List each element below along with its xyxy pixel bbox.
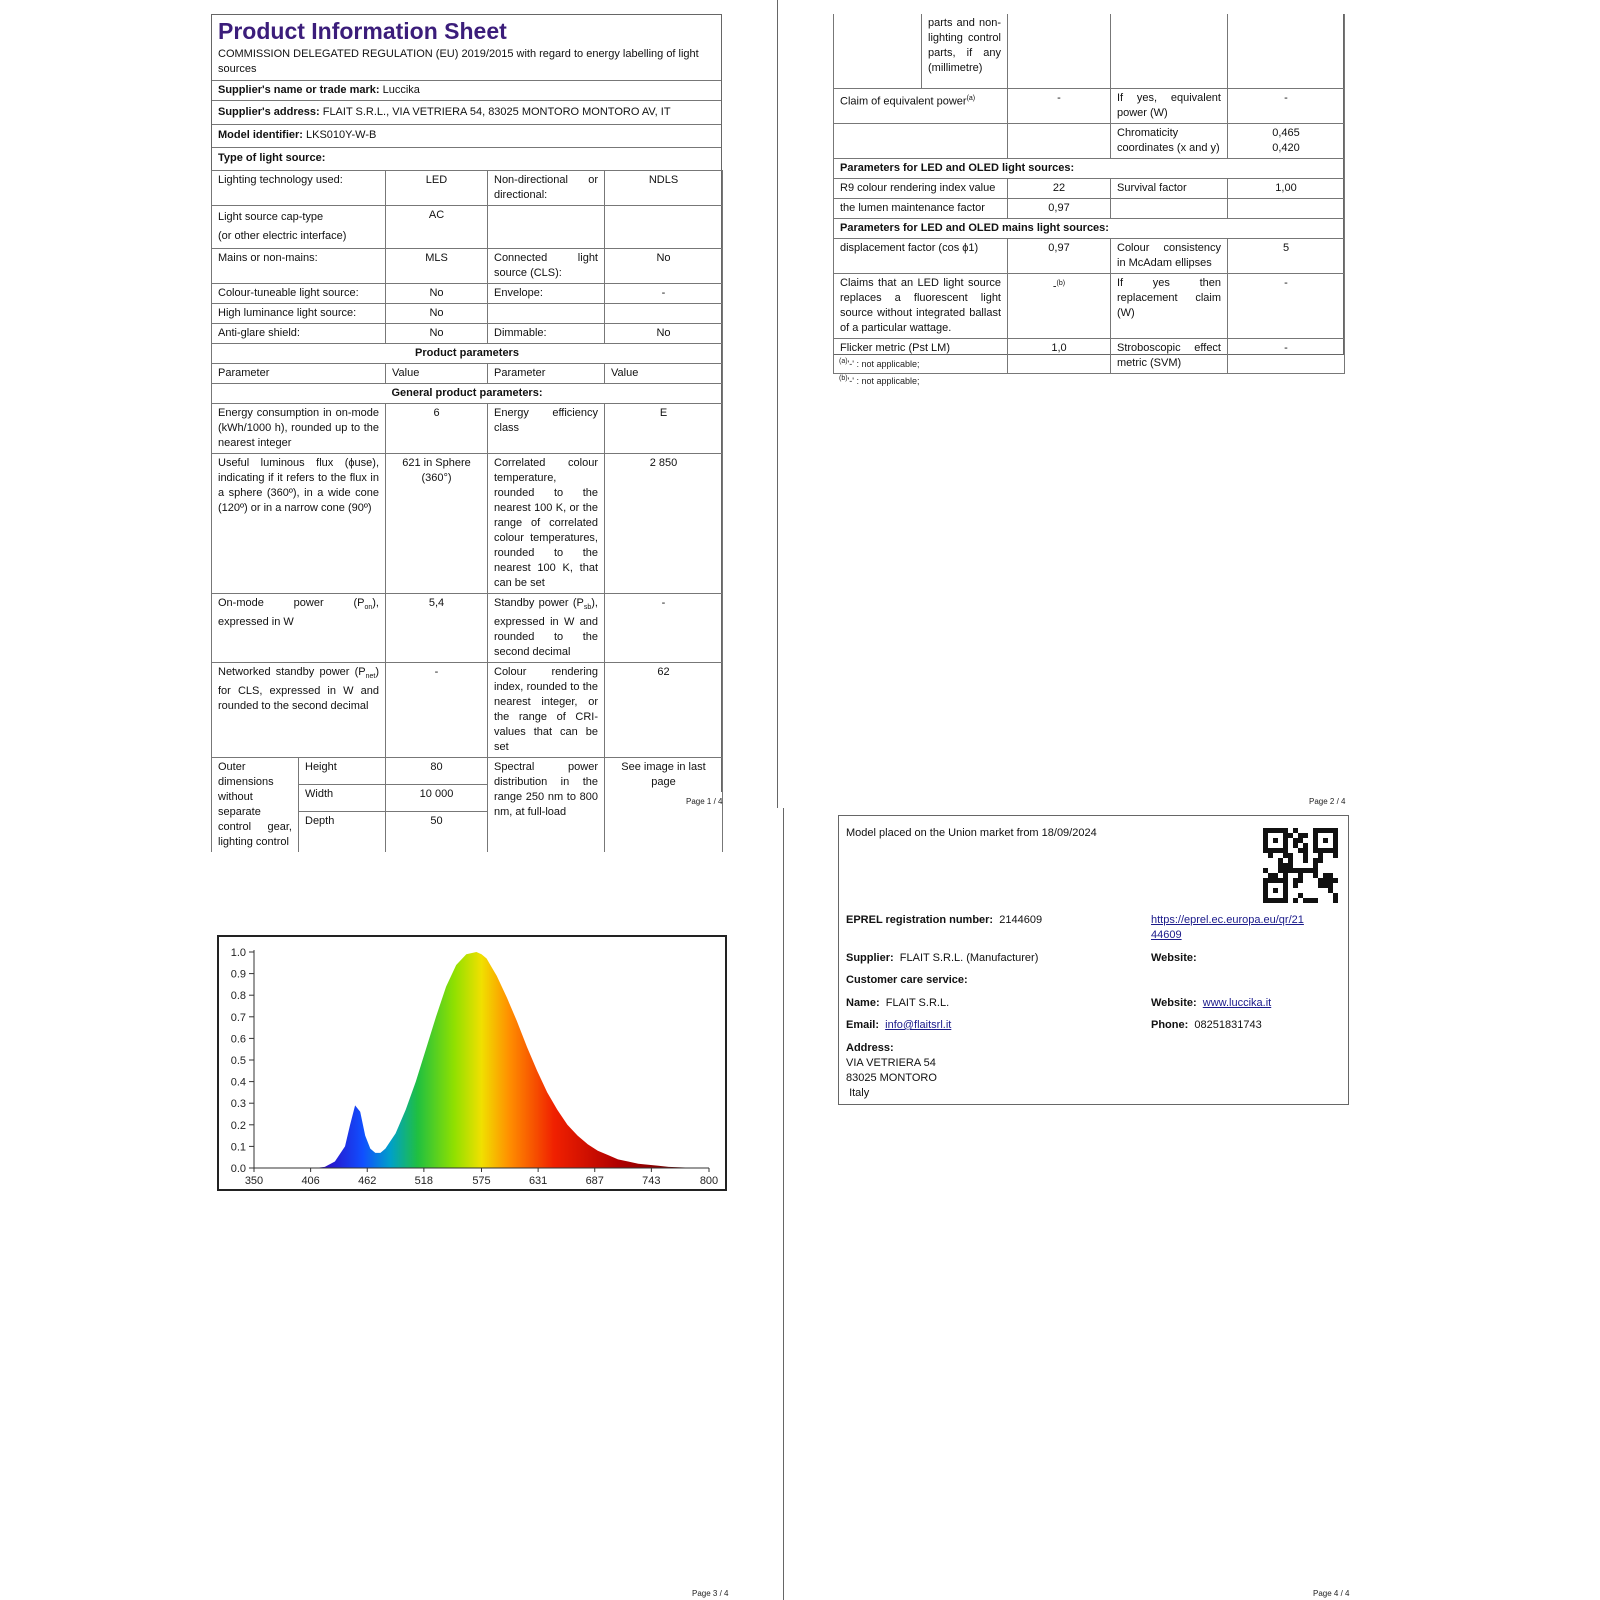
repl-label: If yes then replacement claim (W)	[1111, 274, 1228, 339]
chrom-value	[1228, 124, 1345, 159]
disp-value: 0,97	[1008, 239, 1111, 274]
tech-label: Lighting technology used:	[212, 171, 386, 206]
website-label: Website:	[1151, 952, 1197, 964]
dimensions-table	[211, 757, 723, 852]
phone-line	[1151, 1018, 1262, 1033]
page-divider-top	[777, 0, 778, 808]
supplier-line	[212, 80, 721, 100]
eqp-value: -	[1008, 89, 1111, 124]
empty-cell	[1008, 14, 1111, 89]
strob-label: Stroboscopic effect metric (SVM)	[1111, 339, 1228, 374]
pnet-value: -	[386, 663, 488, 758]
dims-label: Outer dimensions without separate control gear, lighting control	[212, 758, 299, 853]
address-line	[212, 100, 721, 124]
name-value: FLAIT S.R.L.	[885, 997, 950, 1009]
table-row	[834, 199, 1345, 219]
table-row	[212, 249, 723, 284]
spectrum-svg	[219, 937, 725, 1189]
table-row	[212, 594, 723, 663]
website2-line	[1151, 996, 1271, 1011]
empty-cell	[1228, 14, 1345, 89]
width-value: 10 000	[386, 785, 488, 812]
spd-value: See image in last page	[605, 758, 723, 853]
website-line	[1151, 951, 1197, 966]
phone-value: 08251831743	[1194, 1019, 1262, 1031]
empty-cell	[488, 206, 605, 249]
website2-link[interactable]: www.luccika.it	[1202, 997, 1272, 1009]
energy-label: Energy consumption in on-mode (kWh/1000 h), rounded up to the nearest integer	[212, 404, 386, 454]
empty-cell	[605, 206, 723, 249]
flick-value: 1,0	[1008, 339, 1111, 374]
header-parameter: Parameter	[212, 364, 386, 384]
table-row	[212, 284, 723, 304]
flux-value: 621 in Sphere (360°)	[386, 454, 488, 594]
x-tick-label: 350	[244, 1175, 264, 1187]
eec-value: E	[605, 404, 723, 454]
y-tick-label: 0.1	[230, 1141, 246, 1154]
eprel-label: EPREL registration number:	[846, 914, 994, 926]
general-params-heading: General product parameters:	[212, 384, 723, 404]
header-value: Value	[386, 364, 488, 384]
empty-cell	[1228, 199, 1345, 219]
address-line-2: 83025 MONTORO	[846, 1072, 937, 1084]
care-label: Customer care service:	[846, 974, 968, 986]
type-label: Type of light source:	[218, 152, 326, 164]
page-number: Page 4 / 4	[1313, 1589, 1350, 1598]
table-row	[834, 219, 1345, 239]
cap-label-cell	[212, 206, 386, 249]
cons-value: 5	[1228, 239, 1345, 274]
width-label: Width	[299, 785, 386, 812]
model-line	[212, 124, 721, 147]
tune-value: No	[386, 284, 488, 304]
footnote-a-text: '-' : not applicable;	[847, 359, 920, 369]
height-value: 80	[386, 758, 488, 785]
table-row	[834, 179, 1345, 199]
chrom-y: 0,420	[1272, 142, 1300, 154]
x-tick-label: 518	[414, 1175, 434, 1187]
table-row	[834, 159, 1345, 179]
phone-label: Phone:	[1151, 1019, 1189, 1031]
table-row	[212, 404, 723, 454]
address-value: FLAIT S.R.L., VIA VETRIERA 54, 83025 MONTORO MONTORO AV, IT	[322, 106, 671, 118]
market-date: Model placed on the Union market from 18/09/2024	[846, 827, 1097, 839]
table-row	[212, 344, 723, 364]
supplier-value: Luccika	[382, 84, 420, 96]
strob-value: -	[1228, 339, 1345, 374]
table-row	[212, 454, 723, 594]
x-tick-label: 687	[585, 1175, 604, 1187]
claim-value	[1008, 274, 1111, 339]
model-value: LKS010Y-W-B	[306, 129, 377, 141]
y-tick-label: 0.3	[230, 1098, 246, 1111]
table-row	[834, 89, 1345, 124]
lm-label: the lumen maintenance factor	[834, 199, 1008, 219]
x-tick-label: 462	[358, 1175, 377, 1187]
y-tick-label: 0.0	[230, 1163, 246, 1175]
footnote-a	[839, 358, 920, 369]
cap-label-2: (or other electric interface)	[218, 230, 347, 242]
y-tick-label: 0.2	[230, 1119, 246, 1132]
table-row	[212, 206, 723, 249]
type-table	[211, 170, 723, 758]
dim-value: No	[605, 324, 723, 344]
page-number: Page 1 / 4	[686, 797, 723, 806]
mains-value: MLS	[386, 249, 488, 284]
eprel-link-1[interactable]: https://eprel.ec.europa.eu/qr/21	[1151, 914, 1304, 926]
x-tick-label: 743	[642, 1175, 661, 1187]
env-label: Envelope:	[488, 284, 605, 304]
env-value: -	[605, 284, 723, 304]
repl-value: -	[1228, 274, 1345, 339]
footnote-b	[839, 375, 920, 386]
cls-label: Connected light source (CLS):	[488, 249, 605, 284]
cls-value: No	[605, 249, 723, 284]
address-line-3: Italy	[849, 1087, 870, 1099]
address-label: Supplier's address:	[218, 106, 320, 118]
ifyes-value: -	[1228, 89, 1345, 124]
flick-label: Flicker metric (Pst LM)	[834, 339, 1008, 374]
cap-label: Light source cap-type	[218, 211, 324, 223]
email-label: Email:	[846, 1019, 880, 1031]
hl-label: High luminance light source:	[212, 304, 386, 324]
page-title: Product Information Sheet	[218, 18, 507, 44]
supplier-label: Supplier's name or trade mark:	[218, 84, 380, 96]
empty-cell	[488, 304, 605, 324]
cct-value: 2 850	[605, 454, 723, 594]
y-tick-label: 0.7	[230, 1011, 246, 1024]
cons-label: Colour consistency in McAdam ellipses	[1111, 239, 1228, 274]
empty-cell	[834, 124, 1008, 159]
qr-code-icon[interactable]	[1263, 828, 1338, 903]
supplier-line	[846, 951, 1038, 966]
depth-value: 50	[386, 812, 488, 853]
y-tick-label: 0.5	[230, 1055, 246, 1067]
empty-cell	[1111, 199, 1228, 219]
supplier-label: Supplier:	[846, 952, 894, 964]
care-line	[846, 973, 968, 988]
eqp-sup: (a)	[966, 95, 976, 102]
height-label: Height	[299, 758, 386, 785]
empty-cell	[1111, 14, 1228, 89]
product-params-heading: Product parameters	[212, 344, 723, 364]
cont-label: parts and non-lighting control parts, if any (millimetre)	[922, 14, 1008, 89]
mains-label: Mains or non-mains:	[212, 249, 386, 284]
table-row	[834, 14, 1345, 89]
pon-sub: on	[364, 604, 373, 612]
table-row	[834, 239, 1345, 274]
psb-label-a: Standby power (P	[494, 597, 584, 609]
psb-label	[488, 594, 605, 663]
eprel-value: 2144609	[999, 914, 1043, 926]
x-tick-label: 631	[528, 1175, 548, 1187]
pon-label-a: On-mode power (P	[218, 597, 365, 609]
name-label: Name:	[846, 997, 880, 1009]
x-tick-label: 575	[472, 1175, 491, 1187]
eprel-link[interactable]	[1151, 913, 1304, 943]
table-row	[212, 758, 723, 785]
spectrum-area	[254, 952, 709, 1168]
website2-label: Website:	[1151, 997, 1197, 1009]
y-tick-label: 0.6	[230, 1033, 246, 1046]
plot-area	[231, 947, 718, 1187]
psb-label-b: ), expressed in W and rounded to the second decimal	[494, 597, 598, 659]
chrom-x: 0,465	[1272, 127, 1300, 139]
r9-value: 22	[1008, 179, 1111, 199]
dir-label: Non-directional or directional:	[488, 171, 605, 206]
table-header-row	[212, 364, 723, 384]
chrom-label: Chromaticity coordinates (x and y)	[1111, 124, 1228, 159]
flux-label: Useful luminous flux (ϕuse), indicating if it refers to the flux in a sphere (360º), in a wide cone (120º) or in a narrow cone (90º)	[212, 454, 386, 594]
eec-label: Energy efficiency class	[488, 404, 605, 454]
table-row	[212, 384, 723, 404]
psb-sub: sb	[583, 604, 592, 612]
pon-value: 5,4	[386, 594, 488, 663]
lm-value: 0,97	[1008, 199, 1111, 219]
mains-params-heading: Parameters for LED and OLED mains light sources:	[834, 219, 1345, 239]
eprel-line	[846, 913, 1042, 928]
claim-value-text: -	[1052, 280, 1057, 293]
cri-label: Colour rendering index, rounded to the nearest integer, or the range of CRI-values that can be set	[488, 663, 605, 758]
psb-value: -	[605, 594, 723, 663]
empty-cell	[1008, 124, 1111, 159]
pnet-label	[212, 663, 386, 758]
ag-label: Anti-glare shield:	[212, 324, 386, 344]
tech-value: LED	[386, 171, 488, 206]
dim-label: Dimmable:	[488, 324, 605, 344]
page-number: Page 3 / 4	[692, 1589, 729, 1598]
y-tick-label: 1.0	[230, 947, 246, 959]
empty-cell	[834, 14, 922, 89]
address-label: Address:	[846, 1042, 894, 1054]
tune-label: Colour-tuneable light source:	[212, 284, 386, 304]
x-tick-label: 800	[699, 1175, 719, 1187]
footnote-b-sup: (b)	[839, 375, 848, 382]
type-line	[212, 147, 721, 170]
pon-label	[212, 594, 386, 663]
led-params-heading: Parameters for LED and OLED light sources:	[834, 159, 1345, 179]
claim-sup: (b)	[1056, 280, 1066, 287]
table-row	[212, 663, 723, 758]
table-row	[212, 304, 723, 324]
claim-label: Claims that an LED light source replaces a fluorescent light source without integrated ballast of a particular wattage.	[834, 274, 1008, 339]
empty-cell	[605, 304, 723, 324]
pnet-label-a: Networked standby power (P	[218, 666, 366, 679]
eprel-link-2[interactable]: 44609	[1151, 929, 1182, 941]
ifyes-label: If yes, equivalent power (W)	[1111, 89, 1228, 124]
footnote-b-text: '-' : not applicable;	[847, 376, 920, 386]
r9-label: R9 colour rendering index value	[834, 179, 1008, 199]
pnet-label-b: ) for CLS, expressed in W and rounded to the second decimal	[218, 666, 379, 713]
cct-label: Correlated colour temperature, rounded to the nearest 100 K, or the range of correlated colour temperatures, rounded to the nearest 100 K, that can be set	[488, 454, 605, 594]
pon-label-b: ), expressed in W	[218, 597, 379, 629]
page2-table-b	[833, 88, 1345, 374]
eqp-label	[834, 89, 1008, 124]
y-tick-label: 0.9	[230, 968, 246, 981]
table-row	[834, 274, 1345, 339]
ag-value: No	[386, 324, 488, 344]
table-row	[834, 124, 1345, 159]
email-line	[846, 1018, 951, 1033]
disp-label: displacement factor (cos ϕ1)	[834, 239, 1008, 274]
page4-sheet	[838, 815, 1349, 1105]
depth-label: Depth	[299, 812, 386, 853]
header-value: Value	[605, 364, 723, 384]
page2-table	[833, 14, 1345, 89]
x-tick-label: 406	[301, 1175, 320, 1187]
eqp-label-text: Claim of equivalent power	[840, 95, 967, 108]
supplier-value: FLAIT S.R.L. (Manufacturer)	[899, 952, 1039, 964]
regulation-text: COMMISSION DELEGATED REGULATION (EU) 2019/2015 with regard to energy labelling of light sources	[218, 48, 699, 75]
model-label: Model identifier:	[218, 129, 303, 141]
spd-label: Spectral power distribution in the range 250 nm to 800 nm, at full-load	[488, 758, 605, 853]
address-line-1: VIA VETRIERA 54	[846, 1057, 936, 1069]
footnote-a-sup: (a)	[839, 358, 848, 365]
energy-value: 6	[386, 404, 488, 454]
email-link[interactable]: info@flaitsrl.it	[885, 1019, 952, 1031]
surv-label: Survival factor	[1111, 179, 1228, 199]
name-line	[846, 996, 949, 1011]
y-tick-label: 0.8	[230, 990, 246, 1003]
header-parameter: Parameter	[488, 364, 605, 384]
hl-value: No	[386, 304, 488, 324]
page-number: Page 2 / 4	[1309, 797, 1346, 806]
surv-value: 1,00	[1228, 179, 1345, 199]
table-row	[212, 324, 723, 344]
y-tick-label: 0.4	[230, 1076, 246, 1089]
cri-value: 62	[605, 663, 723, 758]
page-divider-bottom	[783, 808, 784, 1600]
spectrum-chart	[217, 935, 727, 1191]
table-row	[212, 171, 723, 206]
address-block	[846, 1041, 937, 1101]
cap-value: AC	[386, 206, 488, 249]
pnet-sub: net	[365, 673, 376, 681]
dir-value: NDLS	[605, 171, 723, 206]
